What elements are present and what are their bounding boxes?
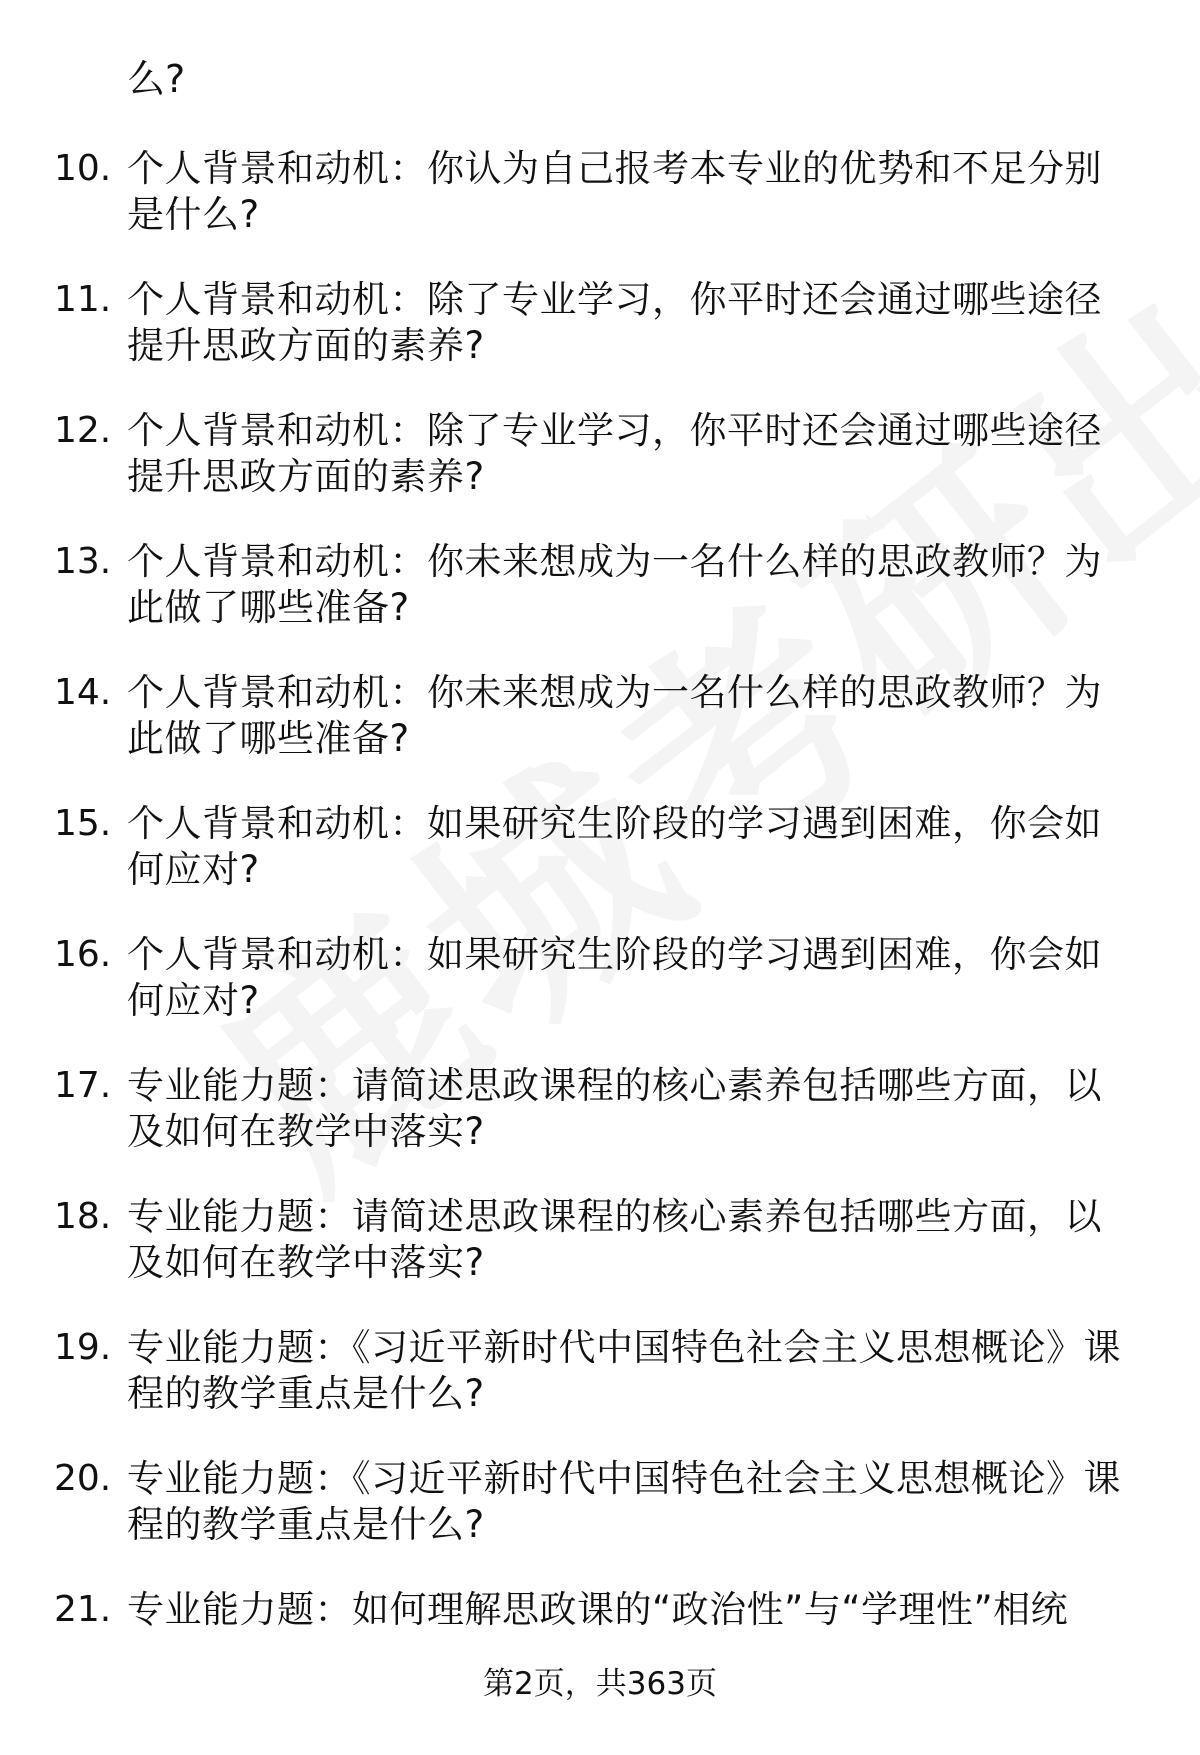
question-item bbox=[0, 1063, 1200, 1194]
question-number: 16. bbox=[54, 934, 112, 975]
question-text: 个人背景和动机：你未来想成为一名什么样的思政教师？为此做了哪些准备? bbox=[127, 671, 1102, 760]
question-number: 14. bbox=[54, 672, 112, 713]
question-number: 15. bbox=[54, 803, 112, 844]
question-text: 个人背景和动机：你未来想成为一名什么样的思政教师？为此做了哪些准备? bbox=[127, 540, 1102, 629]
question-number: 18. bbox=[54, 1196, 112, 1237]
continued-text: 么? bbox=[127, 57, 186, 101]
question-number: 12. bbox=[54, 410, 112, 451]
question-item bbox=[0, 539, 1200, 670]
question-item bbox=[0, 1325, 1200, 1456]
question-item bbox=[0, 146, 1200, 277]
question-item bbox=[0, 670, 1200, 801]
question-number: 11. bbox=[54, 279, 112, 320]
question-item bbox=[0, 1194, 1200, 1325]
question-text: 个人背景和动机：如果研究生阶段的学习遇到困难，你会如何应对? bbox=[127, 933, 1102, 1022]
question-text: 专业能力题：《习近平新时代中国特色社会主义思想概论》课程的教学重点是什么? bbox=[127, 1457, 1121, 1546]
question-number: 10. bbox=[54, 148, 112, 189]
question-text: 专业能力题：请简述思政课程的核心素养包括哪些方面，以及如何在教学中落实? bbox=[127, 1195, 1102, 1284]
question-text: 个人背景和动机：如果研究生阶段的学习遇到困难，你会如何应对? bbox=[127, 802, 1102, 891]
question-text: 专业能力题：《习近平新时代中国特色社会主义思想概论》课程的教学重点是什么? bbox=[127, 1326, 1121, 1415]
question-number: 17. bbox=[54, 1065, 112, 1106]
question-number: 21. bbox=[54, 1589, 112, 1630]
question-number: 19. bbox=[54, 1327, 112, 1368]
question-text: 专业能力题：请简述思政课程的核心素养包括哪些方面，以及如何在教学中落实? bbox=[127, 1064, 1102, 1153]
page-footer: 第2页，共363页 bbox=[483, 1666, 717, 1702]
question-item bbox=[0, 408, 1200, 539]
question-item bbox=[0, 1456, 1200, 1587]
question-text: 专业能力题：如何理解思政课的“政治性”与“学理性”相统 bbox=[127, 1588, 1069, 1631]
question-text: 个人背景和动机：除了专业学习，你平时还会通过哪些途径提升思政方面的素养? bbox=[127, 278, 1102, 367]
question-number: 20. bbox=[54, 1458, 112, 1499]
question-number: 13. bbox=[54, 541, 112, 582]
question-item bbox=[0, 801, 1200, 932]
question-text: 个人背景和动机：除了专业学习，你平时还会通过哪些途径提升思政方面的素养? bbox=[127, 409, 1102, 498]
question-text: 个人背景和动机：你认为自己报考本专业的优势和不足分别是什么? bbox=[127, 147, 1102, 236]
question-list bbox=[0, 146, 1200, 1718]
question-item bbox=[0, 277, 1200, 408]
question-item bbox=[0, 932, 1200, 1063]
